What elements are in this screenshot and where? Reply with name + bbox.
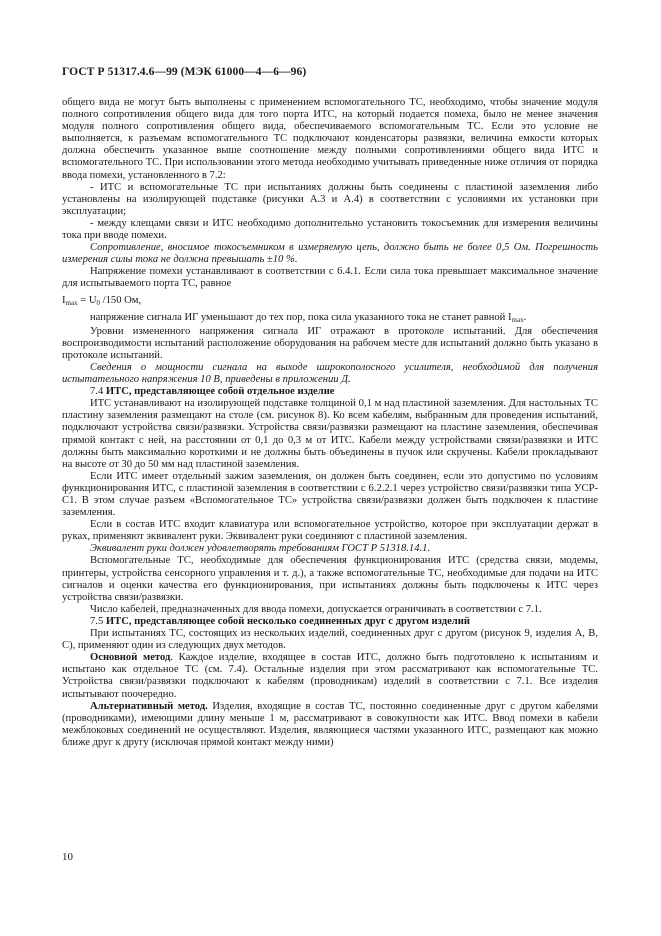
paragraph: Вспомогательные ТС, необходимые для обеспечения функционирования ИТС (средства связи, модемы, принтеры, устройства сенсорного управления и т. д.), а также вспомогательные ТС, необходимые для подачи на ИТС сигналов и оценки качества его функционирования, при испытаниях должны быть подключены к ИТС через устройства связи/развязки. — [62, 555, 598, 603]
italic-note: Сопротивление, вносимое токосъемником в измеряемую цепь, должно быть не более 0,5 Ом. Погрешность измерения силы тока не должна превышать ±10 %. — [62, 242, 598, 266]
formula-equals: = U — [77, 294, 97, 306]
page-header: ГОСТ Р 51317.4.6—99 (МЭК 61000—4—6—96) — [62, 66, 307, 78]
paragraph: общего вида не могут быть выполнены с применением вспомогательного ТС, необходимо, чтобы значение модуля полного сопротивления общего вида для того порта ИТС, на который подается помеха, было не менее значения модуля полного сопротивления общего вида, обеспечиваемого вспомогательным ТС. Если это условие не выполняется, к разъемам вспомогательного ТС подключают конденсаторы развязки, величина емкости которых должна обеспечить указанное выше соотношение между полными сопротивлениями общего вида ИТС и вспомогательного ТС. При использовании этого метода необходимо учитывать приведенные ниже отличия от порядка ввода помехи, установленного в 7.2: — [62, 97, 598, 181]
paragraph: Если ИТС имеет отдельный зажим заземления, он должен быть соединен, если это допустимо по условиям функционирования ИТС, с пластиной заземления в соответствии с 6.2.2.1 через устройство связи/развязки типа УСР-С1. В этом случае разъем «Вспомогательное ТС» устройства связи/развязки должен быть подключен к пластине заземления. — [62, 470, 598, 519]
formula-subscript: max — [65, 298, 78, 307]
italic-note: Эквивалент руки должен удовлетворять требованиям ГОСТ Р 51318.14.1. — [90, 543, 431, 555]
paragraph-text: Изделия, входящие в состав ТС, постоянно соединенные друг с другом кабелями (проводниками), имеющими длину меньше 1 м, рассматривают в совокупности как ИТС. Ввод помехи в кабели межблоковых соединений не осуществляют. Изделия, являющиеся частями указанного ИТС, размещают как можно ближе друг к другу (исключая прямой контакт между ними) — [62, 700, 599, 748]
paragraph: Если в состав ИТС входит клавиатура или вспомогательное устройство, которое при эксплуатации держат в руках, применяют эквивалент руки. Эквивалент руки соединяют с пластиной заземления. — [62, 519, 598, 543]
section-heading-7-4 — [62, 386, 598, 398]
page-number: 10 — [62, 851, 73, 863]
paragraph — [62, 701, 598, 749]
paragraph-text: . Каждое изделие, входящее в состав ИТС, должно быть подготовлено к испытаниям и испытано как отдельное ТС (см. 7.4). Остальные изделия при этом рассматривают как вспомогательные ТС. Устройства связи/развязки подключают к кабелям (проводникам) изделий в соответствии с 7.1. Все изделия испытывают поочередно. — [62, 652, 598, 700]
paragraph: Число кабелей, предназначенных для ввода помехи, допускается ограничивать в соответствии с 7.1. — [90, 603, 542, 615]
section-title: ИТС, представляющее собой несколько соединенных друг с другом изделий — [105, 615, 470, 627]
paragraph — [62, 312, 598, 326]
list-item: - между клещами связи и ИТС необходимо дополнительно установить токосъемник для измерения величины тока при вводе помехи. — [62, 217, 598, 242]
section-number: 7.4 — [90, 386, 106, 398]
paragraph: Уровни измененного напряжения сигнала ИГ отражают в протоколе испытаний. Для обеспечения воспроизводимости испытаний расположение оборудования на рабочем месте для испытаний должно быть указано в протоколе испытаний. — [62, 325, 598, 361]
section-number: 7.5 — [90, 615, 106, 627]
formula-symbol: I — [62, 294, 66, 306]
paragraph — [62, 652, 598, 700]
method-term: Основной метод — [90, 652, 171, 664]
italic-note: Сведения о мощности сигнала на выходе широкополосного усилителя, необходимой для получения испытательного напряжения 10 В, приведены в приложении Д. — [62, 361, 598, 386]
formula — [62, 295, 598, 309]
method-term: Альтернативный метод. — [90, 700, 208, 712]
imax-subscript: max — [511, 315, 524, 324]
document-body — [62, 97, 598, 749]
paragraph-end: . — [523, 311, 527, 323]
section-title: ИТС, представляющее собой отдельное изделие — [105, 386, 335, 398]
paragraph: ИТС устанавливают на изолирующей подставке толщиной 0,1 м над пластиной заземления. Для настольных ТС пластину заземления размещают на столе (см. рисунок 8). Ко всем кабелям, выбранным для проведения испытаний, подключают устройства связи/развязки. Устройства связи/развязки размещают на пластине заземления, обеспечивая прямой контакт с ней, на расстоянии от 0,1 до 0,3 м от ИТС. Кабели между устройствами связи/развязки и ИТС должны быть максимально короткими и не должны быть объединены в пучок или скручены. Кабели прокладывают на высоте от 30 до 50 мм над пластиной заземления. — [62, 398, 598, 470]
paragraph-text: напряжение сигнала ИГ уменьшают до тех пор, пока сила указанного тока не станет равной I — [90, 311, 512, 323]
section-heading-7-5 — [62, 616, 598, 628]
formula-tail: /150 Ом, — [100, 294, 142, 306]
paragraph: При испытаниях ТС, состоящих из нескольких изделий, соединенных друг с другом (рисунок 9, изделия А, В, С), применяют один из следующих двух методов. — [62, 628, 598, 652]
formula-subscript-zero: 0 — [96, 298, 101, 307]
paragraph: Напряжение помехи устанавливают в соответствии с 6.4.1. Если сила тока превышает максимальное значение для испытываемого порта ТС, равное — [62, 266, 598, 290]
list-item: - ИТС и вспомогательные ТС при испытаниях должны быть соединены с пластиной заземления либо установлены на изолирующей подставке (рисунки А.3 и А.4) в соответствии с условиями их установки при эксплуатации; — [62, 181, 598, 217]
